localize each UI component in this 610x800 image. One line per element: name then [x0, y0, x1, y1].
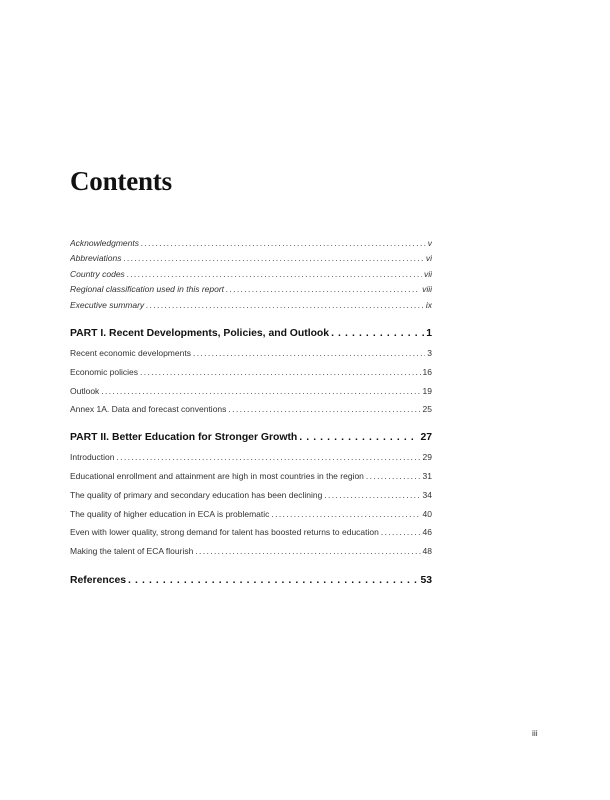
toc-entry-label: Executive summary — [70, 299, 145, 310]
dot-leader — [140, 363, 421, 382]
toc-entry-label: The quality of higher education in ECA is problematic — [70, 508, 270, 519]
toc-entry-page: 40 — [422, 508, 432, 519]
toc-entry-introduction[interactable] — [70, 448, 432, 467]
toc-entry-page: 48 — [422, 546, 432, 557]
toc-entry-primary-secondary-quality[interactable] — [70, 486, 432, 505]
toc-entry-acknowledgments[interactable] — [70, 236, 432, 251]
dot-leader — [228, 400, 420, 419]
toc-entry-label: Educational enrollment and attainment are high in most countries in the region — [70, 470, 364, 481]
toc-entry-page: 19 — [422, 385, 432, 396]
dot-leader — [193, 344, 425, 363]
dot-leader — [299, 428, 418, 448]
toc-entry-page: 25 — [422, 404, 432, 415]
dot-leader — [127, 267, 422, 282]
dot-leader — [141, 236, 426, 251]
toc-entry-label: Recent economic developments — [70, 347, 191, 358]
toc-entry-label: Outlook — [70, 385, 100, 396]
dot-leader — [101, 382, 420, 401]
toc-entry-higher-education-quality[interactable] — [70, 505, 432, 524]
toc-entry-label: Even with lower quality, strong demand for talent has boosted returns to education — [70, 527, 379, 538]
toc-entry-making-talent-flourish[interactable] — [70, 542, 432, 561]
toc-entry-label: Acknowledgments — [70, 238, 139, 248]
toc-references[interactable] — [70, 571, 432, 591]
toc-entry-page: 16 — [422, 366, 432, 377]
toc-entry-page: 31 — [422, 470, 432, 481]
toc-entry-page: 3 — [427, 347, 432, 358]
spacer — [70, 313, 432, 324]
toc-entry-page: viii — [422, 284, 432, 295]
dot-leader — [128, 571, 418, 591]
toc-entry-label: Making the talent of ECA flourish — [70, 546, 194, 557]
toc-part-label: PART I. Recent Developments, Policies, and Outlook — [70, 327, 330, 339]
toc-part-page: 53 — [420, 574, 432, 586]
toc-part-2[interactable] — [70, 428, 432, 448]
page-number: iii — [532, 728, 538, 738]
spacer — [70, 561, 432, 571]
toc-entry-label: Abbreviations — [70, 253, 122, 264]
toc-part-page: 27 — [420, 432, 432, 444]
dot-leader — [381, 523, 421, 542]
toc-entry-regional-classification[interactable] — [70, 282, 432, 297]
toc-entry-label: Annex 1A. Data and forecast conventions — [70, 404, 227, 415]
toc-entry-label: Economic policies — [70, 366, 139, 377]
toc-entry-executive-summary[interactable] — [70, 298, 432, 313]
table-of-contents — [70, 236, 432, 591]
toc-entry-country-codes[interactable] — [70, 267, 432, 282]
toc-entry-recent-economic-developments[interactable] — [70, 344, 432, 363]
dot-leader — [324, 486, 420, 505]
dot-leader — [366, 467, 421, 486]
toc-part-page: 1 — [426, 327, 432, 339]
toc-entry-returns-to-education[interactable] — [70, 523, 432, 542]
toc-entry-enrollment-attainment[interactable] — [70, 467, 432, 486]
toc-entry-page: ix — [425, 299, 432, 310]
toc-entry-page: 46 — [422, 527, 432, 538]
toc-part-label: PART II. Better Education for Stronger Growth — [70, 432, 298, 444]
toc-entry-outlook[interactable] — [70, 382, 432, 401]
dot-leader — [331, 324, 424, 344]
dot-leader — [195, 542, 420, 561]
dot-leader — [124, 251, 424, 266]
toc-entry-page: vi — [425, 253, 432, 264]
dot-leader — [271, 505, 420, 524]
toc-entry-page: vii — [423, 268, 432, 279]
toc-entry-label: The quality of primary and secondary education has been declining — [70, 489, 323, 500]
page-title: Contents — [70, 166, 172, 196]
toc-entry-economic-policies[interactable] — [70, 363, 432, 382]
toc-entry-abbreviations[interactable] — [70, 251, 432, 266]
toc-entry-annex-1a[interactable] — [70, 400, 432, 419]
toc-entry-page: 34 — [422, 489, 432, 500]
toc-entry-label: Country codes — [70, 268, 125, 279]
toc-entry-label: Introduction — [70, 452, 115, 463]
toc-entry-page: 29 — [422, 452, 432, 463]
dot-leader — [146, 298, 424, 313]
toc-entry-page: v — [427, 238, 432, 248]
dot-leader — [116, 448, 420, 467]
dot-leader — [226, 282, 420, 297]
toc-part-label: References — [70, 574, 127, 586]
spacer — [70, 419, 432, 428]
toc-part-1[interactable] — [70, 324, 432, 344]
toc-entry-label: Regional classification used in this report — [70, 284, 225, 295]
